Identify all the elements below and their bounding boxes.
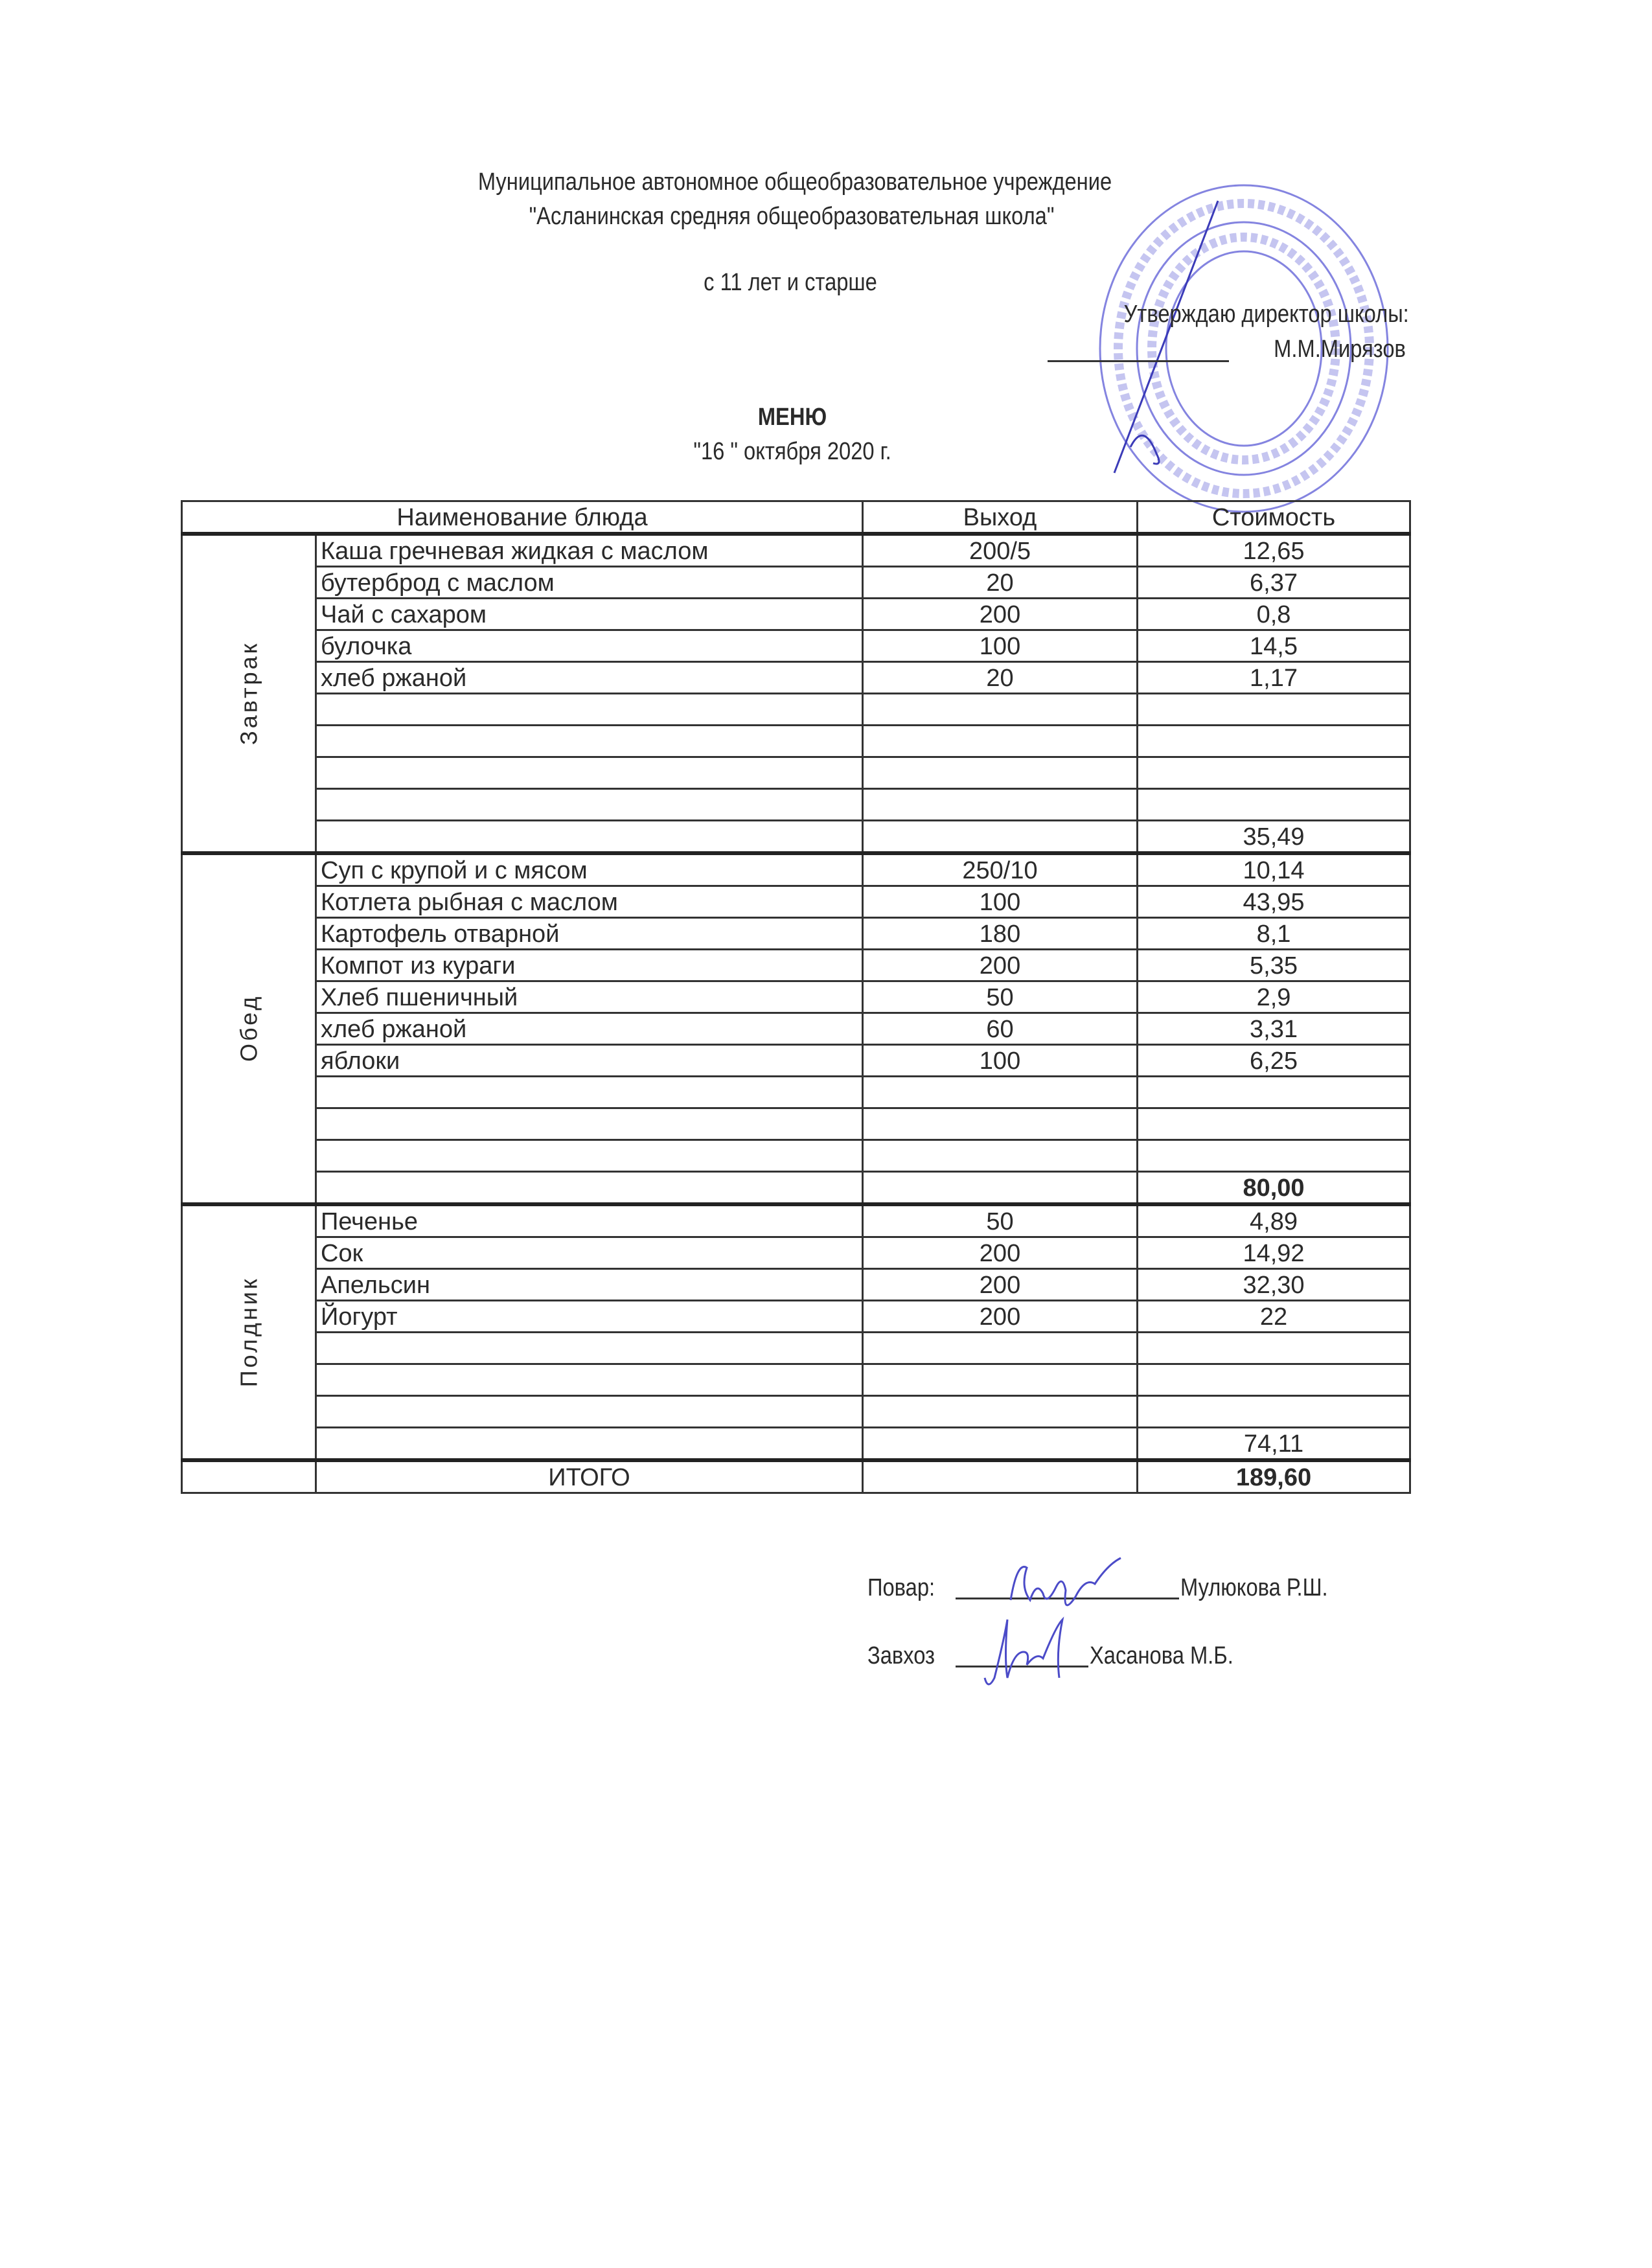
table-row <box>182 1140 1410 1172</box>
director-signature-line <box>1048 360 1229 362</box>
subtotal-empty-name <box>316 1172 863 1205</box>
table-row <box>182 1045 1410 1077</box>
dish-name <box>316 1333 863 1364</box>
dish-name: Чай с сахаром <box>316 599 863 630</box>
table-row <box>182 886 1410 918</box>
dish-cost: 0,8 <box>1138 599 1410 630</box>
manager-name-text: Хасанова М.Б. <box>1090 1642 1233 1669</box>
dish-cost <box>1138 1333 1410 1364</box>
dish-cost: 6,37 <box>1138 567 1410 599</box>
dish-name: хлеб ржаной <box>316 1013 863 1045</box>
dish-yield: 100 <box>863 886 1138 918</box>
dish-cost: 14,5 <box>1138 630 1410 662</box>
subtotal-row <box>182 1172 1410 1205</box>
dish-cost: 2,9 <box>1138 981 1410 1013</box>
table-row <box>182 1204 1410 1237</box>
dish-cost <box>1138 1364 1410 1396</box>
table-row <box>182 789 1410 821</box>
dish-name: Компот из кураги <box>316 950 863 981</box>
dish-name <box>316 694 863 726</box>
dish-name: Котлета рыбная с маслом <box>316 886 863 918</box>
age-group-text: с 11 лет и старше <box>704 269 877 296</box>
meal-label: Полдник <box>235 1276 262 1387</box>
dish-name <box>316 1364 863 1396</box>
dish-cost <box>1138 1140 1410 1172</box>
dish-name: Картофель отварной <box>316 918 863 950</box>
dish-yield <box>863 1077 1138 1108</box>
table-row <box>182 1364 1410 1396</box>
meal-label: Обед <box>235 994 262 1062</box>
table-row <box>182 1396 1410 1428</box>
dish-cost: 12,65 <box>1138 534 1410 567</box>
dish-name <box>316 757 863 789</box>
dish-cost <box>1138 757 1410 789</box>
subtotal-empty-yield <box>863 1428 1138 1461</box>
dish-cost: 14,92 <box>1138 1237 1410 1269</box>
subtotal-empty-name <box>316 1428 863 1461</box>
meal-subtotal: 35,49 <box>1138 821 1410 854</box>
table-row <box>182 534 1410 567</box>
page-title <box>752 405 832 430</box>
dish-cost: 3,31 <box>1138 1013 1410 1045</box>
approval-text: Утверждаю директор школы: <box>1123 301 1409 328</box>
subtotal-empty-yield <box>863 821 1138 854</box>
dish-cost <box>1138 1108 1410 1140</box>
table-row <box>182 662 1410 694</box>
cook-label-text: Повар: <box>867 1574 935 1601</box>
column-header-dish: Наименование блюда <box>182 501 863 534</box>
dish-name: Печенье <box>316 1204 863 1237</box>
dish-name <box>316 1140 863 1172</box>
dish-yield <box>863 726 1138 757</box>
dish-yield <box>863 1333 1138 1364</box>
director-signature-stroke <box>1114 201 1218 473</box>
dish-yield: 60 <box>863 1013 1138 1045</box>
dish-yield: 200 <box>863 1269 1138 1301</box>
dish-name: хлеб ржаной <box>316 662 863 694</box>
dish-yield <box>863 1140 1138 1172</box>
table-row <box>182 918 1410 950</box>
table-row <box>182 1077 1410 1108</box>
dish-cost: 32,30 <box>1138 1269 1410 1301</box>
dish-yield <box>863 789 1138 821</box>
dish-yield: 100 <box>863 1045 1138 1077</box>
dish-cost: 4,89 <box>1138 1204 1410 1237</box>
table-row <box>182 1269 1410 1301</box>
dish-name <box>316 1077 863 1108</box>
dish-cost: 1,17 <box>1138 662 1410 694</box>
dish-yield: 50 <box>863 1204 1138 1237</box>
dish-name: Каша гречневая жидкая с маслом <box>316 534 863 567</box>
total-empty <box>182 1460 316 1493</box>
manager-name <box>1090 1644 1257 1668</box>
dish-yield: 200/5 <box>863 534 1138 567</box>
dish-name: булочка <box>316 630 863 662</box>
dish-cost <box>1138 1077 1410 1108</box>
dish-name: яблоки <box>316 1045 863 1077</box>
table-row <box>182 950 1410 981</box>
approval-label <box>1077 302 1409 326</box>
meal-label-cell <box>182 853 316 1204</box>
dish-yield: 180 <box>863 918 1138 950</box>
dish-cost <box>1138 789 1410 821</box>
manager-label-text: Завхоз <box>867 1642 935 1669</box>
meal-label-cell <box>182 534 316 853</box>
table-row <box>182 567 1410 599</box>
dish-cost: 10,14 <box>1138 853 1410 886</box>
dish-name <box>316 1108 863 1140</box>
menu-table <box>181 500 1411 1494</box>
institution-name-line1 <box>426 170 1164 194</box>
dish-yield <box>863 1396 1138 1428</box>
dish-cost <box>1138 694 1410 726</box>
cook-name <box>1180 1575 1352 1600</box>
dish-yield: 250/10 <box>863 853 1138 886</box>
dish-cost: 22 <box>1138 1301 1410 1333</box>
institution-name-text: Муниципальное автономное общеобразовательное учреждение <box>477 168 1112 196</box>
dish-name: Апельсин <box>316 1269 863 1301</box>
dish-name: Суп с крупой и с мясом <box>316 853 863 886</box>
meal-subtotal: 80,00 <box>1138 1172 1410 1205</box>
dish-yield: 20 <box>863 662 1138 694</box>
dish-name: Йогурт <box>316 1301 863 1333</box>
dish-yield: 200 <box>863 599 1138 630</box>
dish-yield <box>863 1108 1138 1140</box>
meal-label: Завтрак <box>235 641 262 745</box>
column-header-cost: Стоимость <box>1138 501 1410 534</box>
dish-cost <box>1138 1396 1410 1428</box>
dish-yield: 20 <box>863 567 1138 599</box>
table-row <box>182 757 1410 789</box>
table-row <box>182 1013 1410 1045</box>
meal-subtotal: 74,11 <box>1138 1428 1410 1461</box>
table-row <box>182 1237 1410 1269</box>
dish-name <box>316 1396 863 1428</box>
director-name-text: М.М.Мирязов <box>1274 336 1406 363</box>
total-empty-yield <box>863 1460 1138 1493</box>
table-row <box>182 1301 1410 1333</box>
cook-label <box>867 1575 946 1600</box>
total-label: ИТОГО <box>316 1460 863 1493</box>
dish-cost <box>1138 726 1410 757</box>
manager-signature <box>972 1613 1088 1697</box>
school-name-text: "Асланинская средняя общеобразовательная школа" <box>529 203 1055 230</box>
dish-yield <box>863 757 1138 789</box>
dish-name: Хлеб пшеничный <box>316 981 863 1013</box>
dish-cost: 5,35 <box>1138 950 1410 981</box>
dish-name <box>316 726 863 757</box>
subtotal-empty-yield <box>863 1172 1138 1205</box>
dish-cost: 43,95 <box>1138 886 1410 918</box>
dish-yield <box>863 694 1138 726</box>
meal-label-cell <box>182 1204 316 1460</box>
dish-yield: 200 <box>863 1301 1138 1333</box>
dish-yield: 50 <box>863 981 1138 1013</box>
dish-cost: 8,1 <box>1138 918 1410 950</box>
dish-yield <box>863 1364 1138 1396</box>
dish-yield: 200 <box>863 950 1138 981</box>
menu-date-text: "16 " октября 2020 г. <box>693 438 891 465</box>
table-row <box>182 1108 1410 1140</box>
table-row <box>182 630 1410 662</box>
dish-name <box>316 789 863 821</box>
dish-yield: 200 <box>863 1237 1138 1269</box>
subtotal-row <box>182 821 1410 854</box>
subtotal-empty-name <box>316 821 863 854</box>
dish-yield: 100 <box>863 630 1138 662</box>
dish-cost: 6,25 <box>1138 1045 1410 1077</box>
director-name <box>1252 337 1406 361</box>
column-header-yield: Выход <box>863 501 1138 534</box>
table-row <box>182 853 1410 886</box>
subtotal-row <box>182 1428 1410 1461</box>
page-title-text: МЕНЮ <box>757 404 827 431</box>
manager-label <box>867 1644 946 1668</box>
table-row <box>182 599 1410 630</box>
dish-name: бутерброд с маслом <box>316 567 863 599</box>
total-row <box>182 1460 1410 1493</box>
total-value: 189,60 <box>1138 1460 1410 1493</box>
table-row <box>182 1333 1410 1364</box>
table-row <box>182 981 1410 1013</box>
table-header-row <box>182 501 1410 534</box>
age-group <box>689 270 891 295</box>
table-row <box>182 726 1410 757</box>
dish-name: Сок <box>316 1237 863 1269</box>
institution-name-line2 <box>487 204 1097 229</box>
table-row <box>182 694 1410 726</box>
cook-name-text: Мулюкова Р.Ш. <box>1180 1574 1328 1601</box>
menu-date <box>677 439 907 464</box>
